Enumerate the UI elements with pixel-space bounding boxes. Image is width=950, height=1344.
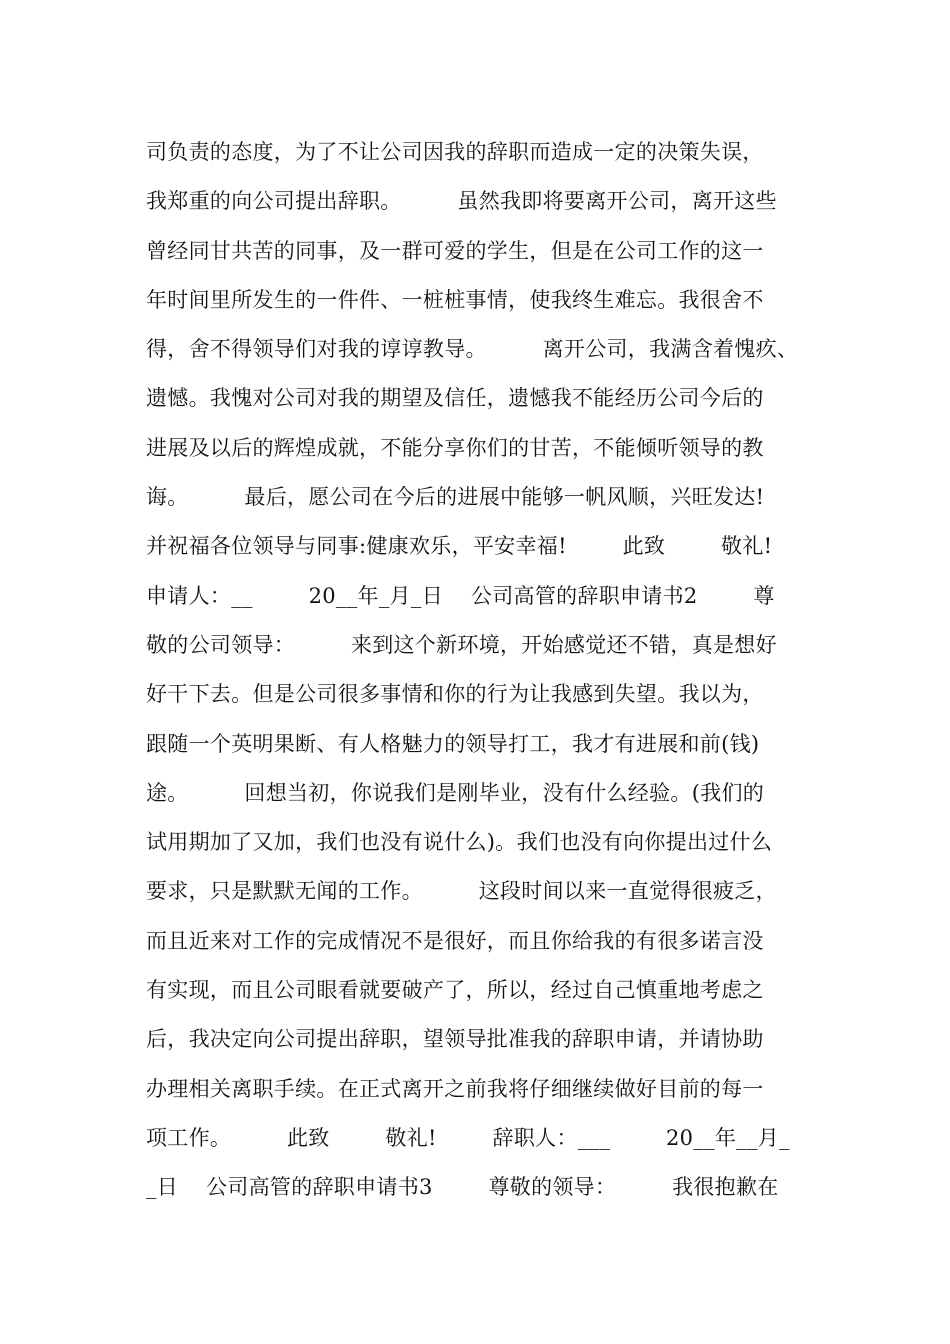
text-line: 年时间里所发生的一件件、一桩桩事情，使我终生难忘。我很舍不 [146, 287, 764, 312]
text-line: 敬的公司领导： 来到这个新环境，开始感觉还不错，真是想好 [146, 632, 777, 657]
text-line: 办理相关离职手续。在正式离开之前我将仔细继续做好目前的每一 [146, 1076, 764, 1101]
text-line: 进展及以后的辉煌成就，不能分享你们的甘苦，不能倾听领导的教 [146, 435, 764, 460]
text-line: 跟随一个英明果断、有人格魅力的领导打工，我才有进展和前(钱) [146, 731, 760, 756]
text-line: 好干下去。但是公司很多事情和你的行为让我感到失望。我以为， [146, 682, 764, 707]
text-line: 后，我决定向公司提出辞职，望领导批准我的辞职申请，并请协助 [146, 1027, 764, 1052]
text-line: 遗憾。我愧对公司对我的期望及信任，遗憾我不能经历公司今后的 [146, 386, 764, 411]
text-line: 曾经同甘共苦的同事，及一群可爱的学生，但是在公司工作的这一 [146, 238, 764, 263]
text-line: 试用期加了又加，我们也没有说什么)。我们也没有向你提出过什么 [146, 830, 773, 855]
text-line: 要求，只是默默无闻的工作。 这段时间以来一直觉得很疲乏， [146, 879, 777, 904]
text-line: 有实现，而且公司眼看就要破产了，所以，经过自己慎重地考虑之 [146, 978, 764, 1003]
text-line: 我郑重的向公司提出辞职。 虽然我即将要离开公司，离开这些 [146, 189, 777, 214]
text-line: 司负责的态度，为了不让公司因我的辞职而造成一定的决策失误， [146, 140, 764, 164]
text-line: 得，舍不得领导们对我的谆谆教导。 离开公司，我满含着愧疚、 [146, 337, 799, 362]
text-line: 而且近来对工作的完成情况不是很好，而且你给我的有很多诺言没 [146, 928, 764, 953]
text-line: 并祝福各位领导与同事:健康欢乐，平安幸福! 此致 敬礼! [146, 534, 773, 559]
text-line: 项工作。 此致 敬礼! 辞职人：___ 20__年__月_ [146, 1125, 790, 1150]
text-line: 申请人：__ 20__年_月_日 公司高管的辞职申请书2 尊 [146, 583, 775, 608]
text-line: 途。 回想当初，你说我们是刚毕业，没有什么经验。(我们的 [146, 780, 765, 805]
text-line: 诲。 最后，愿公司在今后的进展中能够一帆风顺，兴旺发达! [146, 485, 765, 510]
body-text [146, 128, 816, 1213]
text-line: _日 公司高管的辞职申请书3 尊敬的领导： 我很抱歉在 [146, 1175, 779, 1200]
